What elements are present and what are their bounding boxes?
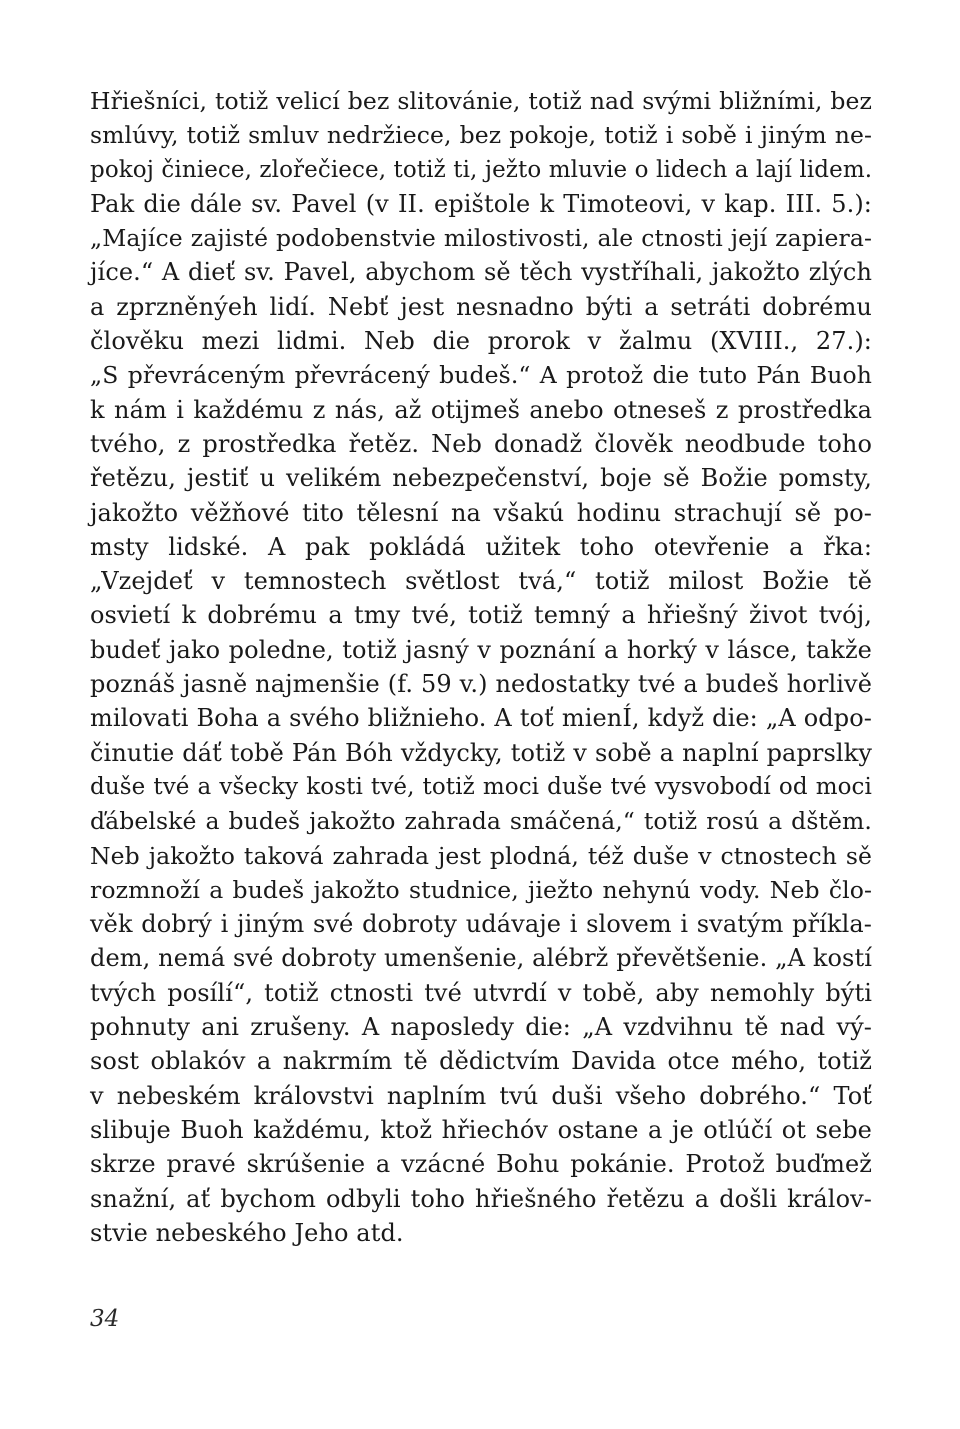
text-line: sost oblakóv a nakrmím tě dědictvím Davida otce mého, totiž: [90, 1047, 872, 1076]
text-line: msty lidské. A pak pokládá užitek toho otevřenie a řka:: [90, 532, 872, 561]
text-line: pokoj činiece, zlořečiece, totiž ti, ježto mluvie o lidech a lají lidem.: [90, 156, 873, 183]
text-line: dem, nemá své dobroty umenšenie, alébrž převětšenie. „A kostí: [90, 944, 872, 973]
text-line: člověku mezi lidmi. Neb die prorok v žalmu (XVIII., 27.):: [90, 327, 872, 356]
text-line: v nebeském královstvi naplním tvú duši všeho dobrého.“ Toť: [90, 1081, 872, 1110]
text-line: slibuje Buoh každému, ktož hřiechóv ostane a je otlúčí ot sebe: [90, 1115, 872, 1144]
text-line: „Vzejdeť v temnostech světlost tvá,“ totiž milost Božie tě: [90, 567, 872, 596]
text-line: Pak die dále sv. Pavel (v II. epištole k Timoteovi, v kap. III. 5.):: [90, 189, 872, 218]
text-line: jakožto věžňové tito tělesní na všakú hodinu strachují sě po-: [90, 498, 872, 527]
text-line: a zprzněnýeh lidí. Nebť jest nesnadno býti a setráti dobrému: [90, 292, 872, 321]
text-line: poznáš jasně najmenšie (f. 59 v.) nedostatky tvé a budeš horlivě: [90, 670, 872, 699]
text-line: Neb jakožto taková zahrada jest plodná, též duše v ctnostech sě: [90, 841, 872, 870]
text-line: jíce.“ A dieť sv. Pavel, abychom sě těch vystříhali, jakožto zlých: [90, 258, 872, 287]
text-line: duše tvé a všecky kosti tvé, totiž moci duše tvé vysvobodí od moci: [90, 773, 872, 800]
text-line: Hřiešníci, totiž velicí bez slitovánie, totiž nad svými bližními, bez: [90, 87, 872, 115]
text-line: tvých posílí“, totiž ctnosti tvé utvrdí v tobě, aby nemohly býti: [90, 978, 872, 1007]
text-line: snažní, ať bychom odbyli toho hřiešného řetězu a došli králov-: [90, 1184, 872, 1213]
text-line: tvého, z prostředka řetěz. Neb donadž člověk neodbude toho: [90, 429, 872, 458]
text-line: smlúvy, totiž smluv nedržiece, bez pokoje, totiž i sobě i jiným ne-: [90, 121, 872, 150]
text-line: stvie nebeského Jeho atd.: [90, 1218, 404, 1247]
text-line: budeť jako poledne, totiž jasný v poznání a horký v lásce, takže: [90, 635, 872, 664]
text-line: činutie dáť tobě Pán Bóh vždycky, totiž v sobě a naplní paprslky: [90, 738, 872, 767]
text-line: ďábelské a budeš jakožto zahrada smáčená,“ totiž rosú a dštěm.: [90, 807, 872, 836]
body-text: [90, 84, 872, 1250]
page-number: 34: [90, 1306, 120, 1332]
text-line: skrze pravé skrúšenie a vzácné Bohu pokánie. Protož buďmež: [90, 1150, 872, 1179]
text-line: k nám i každému z nás, až otijmeš anebo otneseš z prostředka: [90, 395, 872, 424]
text-line: „S převráceným převrácený budeš.“ A protož die tuto Pán Buoh: [90, 361, 872, 390]
text-line: rozmnoží a budeš jakožto studnice, jiežto nehynú vody. Neb člo-: [90, 875, 872, 904]
text-line: milovati Boha a svého bližnieho. A toť mienÍ, když die: „A odpo-: [90, 704, 872, 733]
text-line: „Majíce zajisté podobenstvie milostivosti, ale ctnosti její zapiera-: [90, 224, 872, 253]
text-line: řetězu, jestiť u velikém nebezpečenství, boje sě Božie pomsty,: [90, 464, 872, 493]
text-line: osvietí k dobrému a tmy tvé, totiž temný a hřiešný život tvój,: [90, 601, 872, 630]
text-line: věk dobrý i jiným své dobroty udávaje i slovem i svatým příkla-: [90, 910, 872, 939]
text-line: pohnuty ani zrušeny. A naposledy die: „A vzdvihnu tě nad vý-: [90, 1013, 872, 1042]
